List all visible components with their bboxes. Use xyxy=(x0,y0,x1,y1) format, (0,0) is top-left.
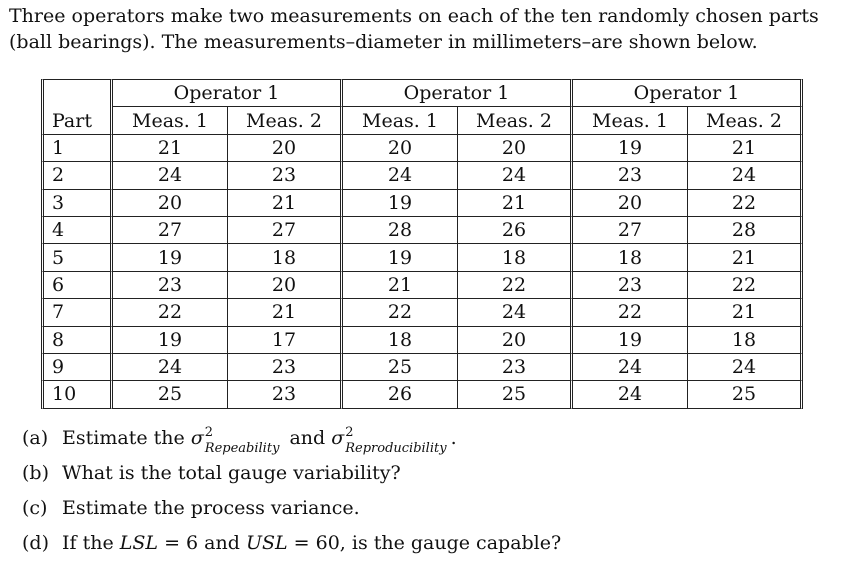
part-cell: 4 xyxy=(41,217,113,244)
measurement-cell: 27 xyxy=(573,217,688,244)
question-text: = 60, is the gauge capable? xyxy=(287,532,562,554)
measurement-cell: 21 xyxy=(343,272,458,299)
meas-header: Meas. 2 xyxy=(688,107,803,134)
part-cell: 1 xyxy=(41,135,113,162)
table-row xyxy=(41,381,803,408)
measurement-cell: 25 xyxy=(458,381,573,408)
question-text: = 6 and xyxy=(158,532,246,554)
measurement-cell: 20 xyxy=(573,190,688,217)
question-text: Estimate the xyxy=(62,427,191,449)
question-b xyxy=(22,456,561,491)
measurement-cell: 27 xyxy=(228,217,343,244)
measurement-cell: 18 xyxy=(573,244,688,271)
measurement-cell: 24 xyxy=(113,162,228,189)
question-label: (d) xyxy=(22,532,49,554)
meas-header: Meas. 2 xyxy=(458,107,573,134)
measurement-cell: 23 xyxy=(228,381,343,408)
question-label: (b) xyxy=(22,462,49,484)
lsl-symbol: LSL xyxy=(119,532,159,554)
sigma-scripts xyxy=(204,425,280,456)
sigma-symbol: σ xyxy=(331,427,345,449)
superscript: 2 xyxy=(345,425,354,440)
measurement-cell: 18 xyxy=(343,327,458,354)
measurement-cell: 23 xyxy=(573,162,688,189)
measurement-cell: 21 xyxy=(688,299,803,326)
measurement-cell: 18 xyxy=(688,327,803,354)
measurement-cell: 25 xyxy=(343,354,458,381)
question-text: and xyxy=(283,427,332,449)
part-cell: 5 xyxy=(41,244,113,271)
question-text: What is the total gauge variability? xyxy=(62,462,401,484)
question-d xyxy=(22,526,561,561)
measurement-cell: 21 xyxy=(228,190,343,217)
measurement-header-row xyxy=(41,107,803,134)
measurement-cell: 18 xyxy=(458,244,573,271)
question-text: Estimate the process variance. xyxy=(62,497,360,519)
measurement-cell: 23 xyxy=(228,162,343,189)
sigma-scripts xyxy=(345,425,447,456)
part-cell: 10 xyxy=(41,381,113,408)
measurement-cell: 22 xyxy=(573,299,688,326)
measurement-cell: 20 xyxy=(228,272,343,299)
measurement-cell: 24 xyxy=(573,381,688,408)
measurement-cell: 21 xyxy=(228,299,343,326)
measurement-cell: 22 xyxy=(688,190,803,217)
table-row xyxy=(41,354,803,381)
meas-header: Meas. 2 xyxy=(228,107,343,134)
measurement-cell: 17 xyxy=(228,327,343,354)
table-row xyxy=(41,244,803,271)
operator-header: Operator 1 xyxy=(343,79,573,107)
table-row xyxy=(41,162,803,189)
part-cell: 2 xyxy=(41,162,113,189)
operator-header-row xyxy=(41,79,803,107)
table-row xyxy=(41,135,803,162)
measurement-cell: 19 xyxy=(343,190,458,217)
measurement-cell: 20 xyxy=(458,135,573,162)
measurement-cell: 21 xyxy=(458,190,573,217)
part-cell: 9 xyxy=(41,354,113,381)
table-row xyxy=(41,299,803,326)
measurement-cell: 20 xyxy=(458,327,573,354)
measurement-cell: 24 xyxy=(688,162,803,189)
measurement-cell: 27 xyxy=(113,217,228,244)
measurement-cell: 20 xyxy=(228,135,343,162)
measurement-cell: 19 xyxy=(113,327,228,354)
measurement-cell: 23 xyxy=(573,272,688,299)
question-a xyxy=(22,421,561,456)
question-label: (a) xyxy=(22,427,49,449)
part-cell: 7 xyxy=(41,299,113,326)
superscript: 2 xyxy=(204,425,214,440)
measurement-cell: 23 xyxy=(228,354,343,381)
problem-intro: Three operators make two measurements on each of the ten randomly chosen parts (ball bearings). The measurements–diameter in millimeters–are shown below. xyxy=(9,5,819,53)
question-text: . xyxy=(450,427,457,449)
measurement-cell: 23 xyxy=(113,272,228,299)
operator-header: Operator 1 xyxy=(573,79,803,107)
question-list xyxy=(22,421,561,561)
measurement-cell: 26 xyxy=(458,217,573,244)
part-cell: 6 xyxy=(41,272,113,299)
question-text: If the xyxy=(62,532,120,554)
measurement-cell: 24 xyxy=(458,162,573,189)
part-cell: 3 xyxy=(41,190,113,217)
measurement-cell: 20 xyxy=(113,190,228,217)
measurement-cell: 19 xyxy=(573,135,688,162)
meas-header: Meas. 1 xyxy=(113,107,228,134)
measurement-cell: 23 xyxy=(458,354,573,381)
question-c xyxy=(22,491,561,526)
header-blank-cell xyxy=(41,79,113,107)
measurement-cell: 25 xyxy=(113,381,228,408)
measurement-cell: 22 xyxy=(458,272,573,299)
measurement-cell: 21 xyxy=(688,244,803,271)
subscript: Reproducibility xyxy=(345,441,447,456)
measurement-cell: 26 xyxy=(343,381,458,408)
table-row xyxy=(41,327,803,354)
measurement-cell: 18 xyxy=(228,244,343,271)
measurement-cell: 19 xyxy=(343,244,458,271)
measurement-cell: 20 xyxy=(343,135,458,162)
measurement-cell: 22 xyxy=(343,299,458,326)
measurement-cell: 22 xyxy=(688,272,803,299)
measurement-cell: 24 xyxy=(113,354,228,381)
usl-symbol: USL xyxy=(245,532,288,554)
measurement-cell: 22 xyxy=(113,299,228,326)
measurement-cell: 24 xyxy=(458,299,573,326)
measurement-cell: 21 xyxy=(113,135,228,162)
subscript: Repeability xyxy=(204,441,280,456)
measurement-cell: 19 xyxy=(113,244,228,271)
question-label: (c) xyxy=(22,497,48,519)
measurement-cell: 24 xyxy=(573,354,688,381)
measurement-cell: 25 xyxy=(688,381,803,408)
measurement-cell: 28 xyxy=(688,217,803,244)
table-row xyxy=(41,190,803,217)
measurement-cell: 28 xyxy=(343,217,458,244)
measurement-cell: 24 xyxy=(688,354,803,381)
sigma-symbol: σ xyxy=(190,427,204,449)
measurement-cell: 24 xyxy=(343,162,458,189)
part-header: Part xyxy=(41,107,113,134)
part-cell: 8 xyxy=(41,327,113,354)
measurement-table xyxy=(41,79,803,409)
operator-header: Operator 1 xyxy=(113,79,343,107)
meas-header: Meas. 1 xyxy=(343,107,458,134)
table-row xyxy=(41,272,803,299)
measurement-cell: 21 xyxy=(688,135,803,162)
meas-header: Meas. 1 xyxy=(573,107,688,134)
measurement-cell: 19 xyxy=(573,327,688,354)
table-row xyxy=(41,217,803,244)
